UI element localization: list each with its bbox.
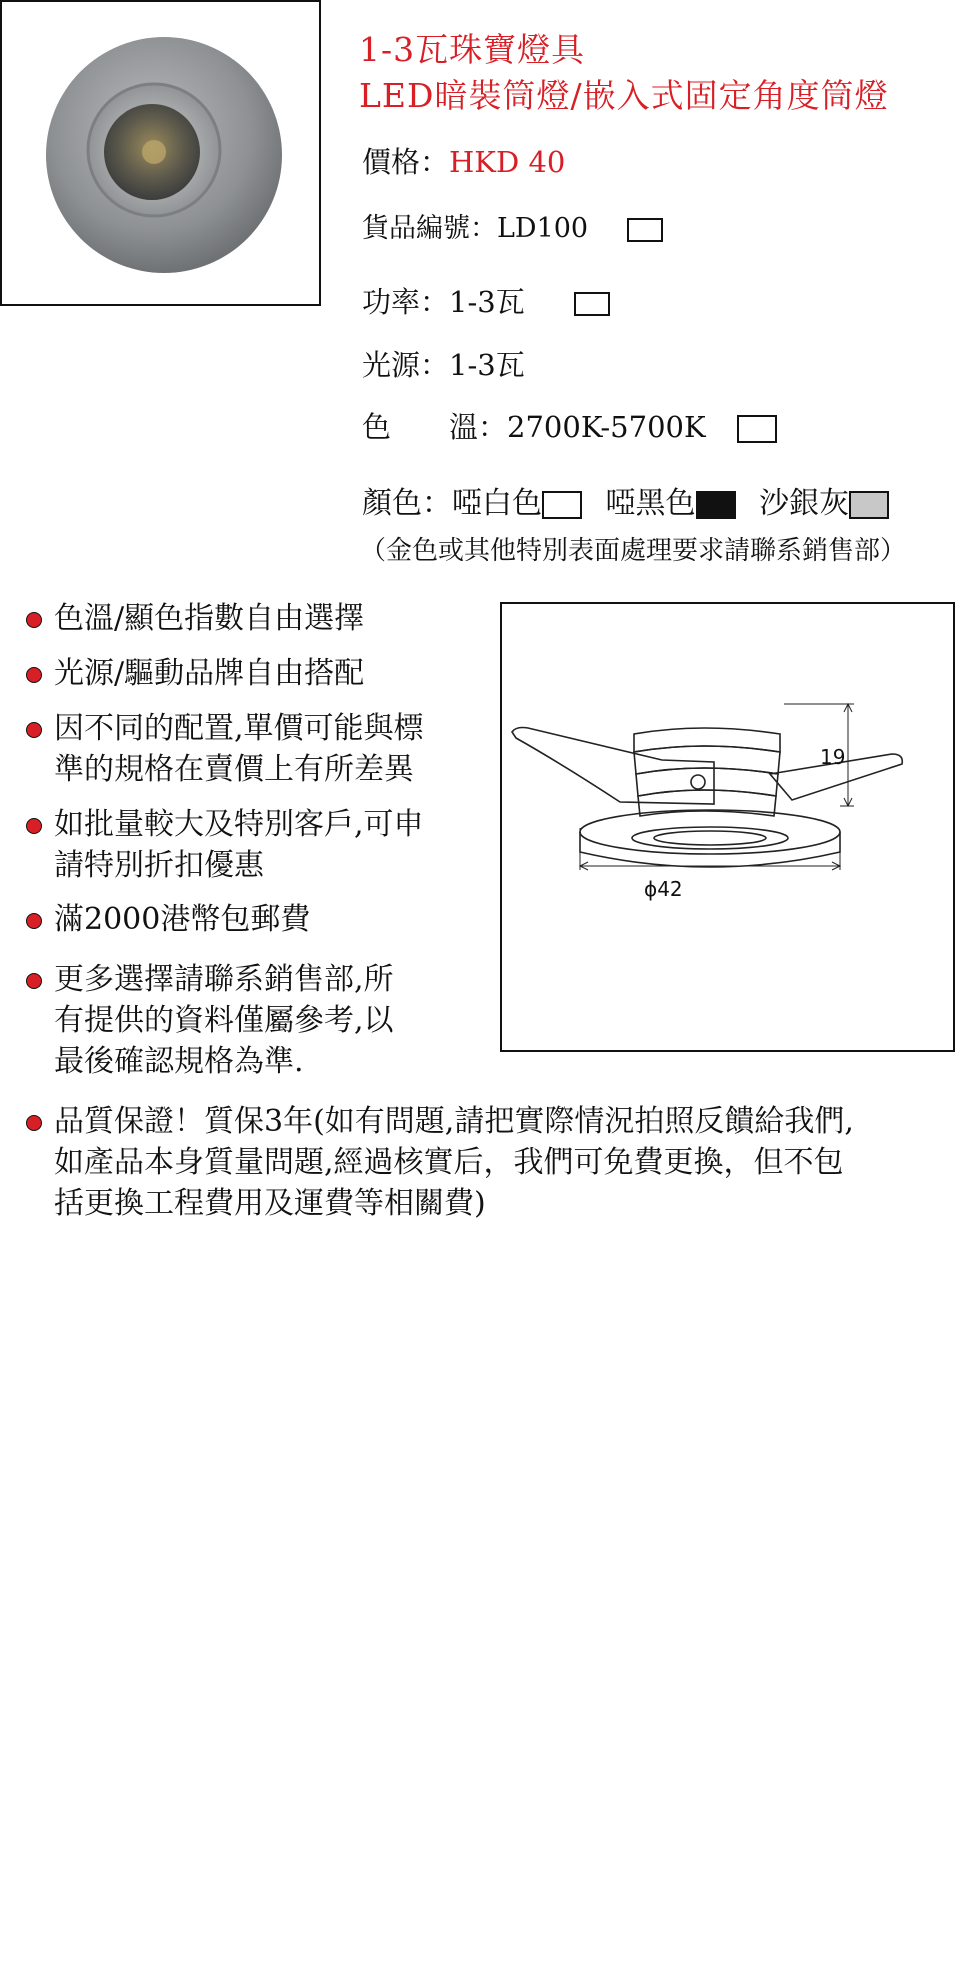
price-row — [362, 140, 565, 181]
code-label: 貨品編號： — [362, 213, 497, 244]
color-label: 顏色： — [362, 486, 452, 521]
temp-row — [362, 405, 777, 446]
list-item-text: 滿2000港幣包郵費 — [54, 902, 311, 937]
color-swatch-black[interactable] — [696, 491, 736, 519]
code-value: LD100 — [497, 213, 589, 244]
code-checkbox[interactable] — [627, 218, 663, 242]
list-item-text: 如批量較大及特別客戶,可申 — [54, 807, 424, 842]
trim-flange — [580, 810, 840, 854]
height-label: 19 — [820, 745, 846, 769]
downlight-photo — [2, 2, 319, 304]
side-view-drawing — [502, 604, 953, 1050]
color-option-gray-label: 沙銀灰 — [759, 486, 850, 521]
list-item-text: 光源/驅動品牌自由搭配 — [54, 656, 365, 691]
bullet-dot-icon — [26, 973, 42, 989]
list-item-text: 有提供的資料僅屬參考,以 — [54, 1003, 394, 1038]
power-checkbox[interactable] — [574, 292, 610, 316]
bullet-dot-icon — [26, 913, 42, 929]
finish-note: （金色或其他特別表面處理要求請聯系銷售部） — [360, 536, 907, 566]
body-ring — [634, 746, 780, 774]
color-option-black-label: 啞黑色 — [605, 486, 696, 521]
color-option-white-label: 啞白色 — [452, 486, 542, 521]
list-item-text: 更多選擇請聯系銷售部,所 — [54, 962, 394, 997]
trim-lens-ring — [654, 831, 766, 845]
bullet-dot-icon — [26, 722, 42, 738]
list-item-text: 最後確認規格為準. — [54, 1044, 304, 1079]
list-item-text: 請特別折扣優惠 — [54, 848, 264, 883]
color-swatch-gray[interactable] — [849, 491, 889, 519]
list-item-text: 品質保證！質保3年(如有問題,請把實際情況拍照反饋給我們, — [54, 1104, 854, 1139]
product-title: 1-3瓦珠寶燈具 — [359, 30, 586, 69]
list-item-text: 括更換工程費用及運費等相關費) — [54, 1186, 486, 1221]
body-ring — [636, 768, 778, 796]
temp-value: 2700K-5700K — [507, 410, 706, 444]
product-photo — [0, 0, 321, 306]
temp-label: 色 溫： — [362, 410, 508, 444]
color-swatch-white[interactable] — [542, 491, 582, 519]
bullet-dot-icon — [26, 612, 42, 628]
source-label: 光源： — [362, 348, 450, 382]
price-label: 價格： — [362, 145, 450, 179]
temp-checkbox[interactable] — [737, 415, 777, 443]
price-value: HKD 40 — [449, 145, 566, 179]
diameter-label: ϕ42 — [644, 877, 683, 901]
color-row — [362, 478, 889, 522]
product-subtitle: LED暗裝筒燈/嵌入式固定角度筒燈 — [359, 76, 889, 115]
clip-rivet — [691, 775, 705, 789]
dimension-diagram — [500, 602, 955, 1052]
bullet-dot-icon — [26, 818, 42, 834]
spring-clip-left — [512, 728, 714, 805]
power-row — [362, 280, 610, 321]
code-row — [362, 206, 663, 245]
bullet-dot-icon — [26, 667, 42, 683]
source-value: 1-3瓦 — [449, 348, 525, 382]
list-item-text: 因不同的配置,單價可能與標 — [54, 711, 424, 746]
list-item-text: 如產品本身質量問題,經過核實后，我們可免費更換，但不包 — [54, 1145, 844, 1180]
power-value: 1-3瓦 — [449, 285, 525, 319]
list-item-text: 色溫/顯色指數自由選擇 — [54, 601, 365, 636]
led-chip — [142, 140, 166, 164]
power-label: 功率： — [362, 285, 450, 319]
source-row — [362, 343, 525, 384]
bullet-dot-icon — [26, 1115, 42, 1131]
list-item-text: 準的規格在賣價上有所差異 — [54, 752, 414, 787]
